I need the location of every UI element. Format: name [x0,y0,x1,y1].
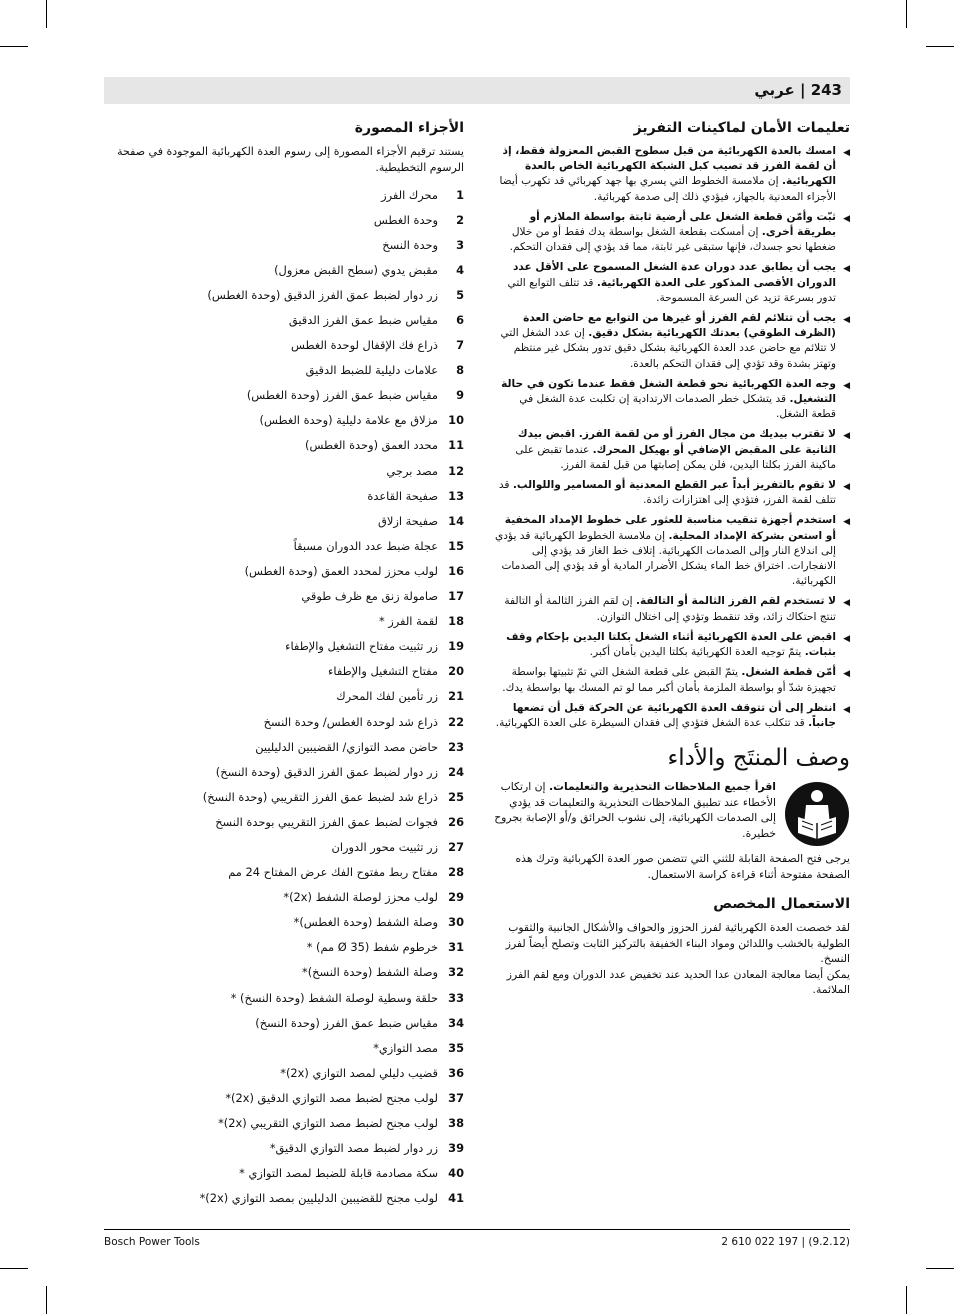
safety-item-bold: استخدم أجهزة تنقيب مناسبة للعثور على خطوط الإمداد المخفية أو استعن بشركة الإمداد المحلية. [504,514,836,542]
triangle-bullet-icon: ◀ [843,148,850,158]
part-label: مصد برجي [386,463,438,478]
part-label: محدد العمق (وحدة الغطس) [305,438,438,453]
part-label: ذراع فك الإقفال لوحدة الغطس [290,338,438,353]
safety-item-text: إن ملامسة الخطوط الكهربائية قد يؤدي إلى اندلاع النار وإلى الصدمات الكهربائية. إتلاف خط الغاز قد يؤدي إلى الانفجارات. اختراق خط الماء يشكل الأضرار المادية أو قد يؤدي إلى الصدمات الكهربائية. [494,529,836,588]
safety-title: تعليمات الأمان لماكينات التفريز [633,120,850,136]
read-instructions-text: إن ارتكاب الأخطاء عند تطبيق الملاحظات التحذيرية والتعليمات قد يؤدي إلى الصدمات الكهربائية، إلى نشوب الحرائق و/أو الإصابة بجروح خطيرة. [494,780,776,840]
part-number: 28 [448,865,464,880]
part-number: 30 [448,915,464,930]
part-label: سكة مصادمة قابلة للضبط لمصد التوازي * [239,1166,438,1181]
triangle-bullet-icon: ◀ [843,633,850,644]
part-number: 22 [448,714,464,729]
safety-item-text: قد تتكلب عدة الشغل فتؤدي إلى فقدان السيطرة على العدة الكهربائية. [495,716,809,729]
part-number: 37 [448,1090,464,1105]
part-label: مقياس ضبط عمق الفرز الدقيق [288,313,438,328]
part-number: 11 [448,438,464,453]
list-item [104,232,464,257]
safety-item-text: إن أمسكت بقطعة الشغل بواسطة يدك فقط أو من خلال ضغطها نحو جسدك، فإنها ستبقى غير ثابتة، مما قد يؤدي إلى فقدان التحكم. [509,226,836,254]
part-number: 20 [448,664,464,679]
part-label: عجلة ضبط عدد الدوران مسبقاً [293,538,438,553]
part-label: زر تثبيت مفتاح التشغيل والإطفاء [285,639,438,654]
list-item [104,458,464,483]
part-label: مزلاق مع علامة دليلية (وحدة الغطس) [259,413,438,428]
part-number: 3 [456,237,464,252]
list-item [104,784,464,809]
part-number: 27 [448,839,464,854]
list-item [104,985,464,1010]
part-label: ذراع شد لضبط عمق الفرز التقريبي (وحدة النسخ) [202,789,438,804]
safety-item [493,260,850,306]
part-number: 1 [456,187,464,202]
safety-item [493,478,850,508]
part-label: مقبض يدوي (سطح القبض معزول) [274,262,438,277]
part-label: صفيحة ازلاق [378,513,438,528]
list-item [104,659,464,684]
part-label: ذراع شد لوحدة الغطس/ وحدة النسخ [263,714,438,729]
part-number: 16 [448,563,464,578]
part-label: مقياس ضبط عمق الفرز (وحدة الغطس) [246,388,438,403]
list-item [104,307,464,332]
list-item [104,508,464,533]
crop-mark [0,1268,28,1269]
safety-item-bold: لا تقوم بالتفريز أبداً عبر القطع المعدنية أو المسامير واللوالب. [512,479,836,492]
part-label: وصلة الشفط (وحدة النسخ)* [302,965,438,980]
list-item [104,408,464,433]
list-item [104,910,464,935]
part-label: زر تأمين لفك المحرك [336,689,438,704]
safety-item-bold: انتظر إلى أن تتوقف العدة الكهربائية عن الحركة قبل أن تضعها جانباً. [512,701,836,729]
footer-doc-id: 2 610 022 197 | (9.2.12) [721,1236,850,1248]
triangle-bullet-icon: ◀ [843,598,850,609]
part-label: زر تثبيت محور الدوران [331,839,438,854]
part-number: 24 [448,764,464,779]
triangle-bullet-icon: ◀ [843,380,850,391]
list-item [104,684,464,709]
list-item [104,558,464,583]
part-label: زر دوار لضبط مصد التوازي الدقيق* [269,1141,438,1156]
safety-item [493,513,850,589]
safety-item-bold: لا تقترب بيديك من مجال الفرز أو من لقمة الفرز. اقبض بيدك الثانية على المقبض الإضافي أو بهيكل المحرك. [517,428,836,456]
part-number: 15 [448,538,464,553]
part-number: 23 [448,739,464,754]
part-number: 21 [448,689,464,704]
part-number: 39 [448,1141,464,1156]
safety-item-text: قد تتلف لقمة الفرز، فتؤدي إلى اهتزازات زائدة. [498,479,836,507]
part-label: مفتاح ربط مفتوح الفك عرض المفتاح 24 مم [228,865,438,880]
list-item [104,433,464,458]
part-number: 17 [448,589,464,604]
safety-item [493,665,850,695]
page-number: 243 | عربي [754,81,842,99]
list-item [104,483,464,508]
triangle-bullet-icon: ◀ [843,482,850,493]
list-item [104,935,464,960]
safety-item [493,701,850,731]
part-number: 8 [456,363,464,378]
part-number: 2 [456,212,464,227]
safety-list [493,144,850,731]
safety-item-bold: يجب أن تتلائم لقم الفرز أو غيرها من التوابع مع حاضن العدة (الظرف الطوقي) بعدتك الكهربائية بشكل دقيق. [523,312,836,340]
list-item [104,257,464,282]
list-item [104,609,464,634]
part-label: لولب مجنح للقضيبين الدليليين بمصد التوازي (2x)* [199,1191,438,1206]
safety-item-bold: ثبّت وأمّن قطعة الشغل على أرضية ثابتة بواسطة الملازم أو بطريقة أخرى. [529,210,836,239]
right-column [493,118,850,1002]
safety-item [493,311,850,372]
list-item [104,634,464,659]
part-label: علامات دليلية للضبط الدقيق [305,363,438,378]
crop-mark [0,46,28,47]
parts-list [104,182,464,1211]
list-item [104,1060,464,1085]
safety-item [493,427,850,473]
triangle-bullet-icon: ◀ [843,315,850,326]
part-number: 19 [448,639,464,654]
list-item [104,1035,464,1060]
part-label: قضيب دليلي لمصد التوازي (2x)* [280,1065,438,1080]
intended-use-text-1: لقد خصصت العدة الكهربائية لفرز الحزوز والحواف والأشكال الجانبية والثقوب الطولية بالخشب واللدائن ومواد البناء الخفيفة بالتركيز الثابت وتصلح أيضاً لفرز النسخ. [505,921,850,966]
fold-out-note: يرجى فتح الصفحة القابلة للثني التي تتضمن صور العدة الكهربائية وترك هذه الصفحة مفتوحة أثناء قراءة كراسة الاستعمال. [515,852,850,881]
part-label: لولب مجنح لضبط مصد التوازي الدقيق (2x)* [225,1090,438,1105]
book-reading-person-icon [784,781,850,847]
part-number: 29 [448,890,464,905]
part-label: لولب محزز لمحدد العمق (وحدة الغطس) [244,563,438,578]
list-item [104,282,464,307]
part-number: 10 [448,413,464,428]
part-number: 34 [448,1015,464,1030]
list-item [104,1186,464,1211]
list-item [104,960,464,985]
part-number: 6 [456,313,464,328]
list-item [104,860,464,885]
product-title: وصف المنتَج والأداء [667,745,850,772]
crop-mark [906,1286,907,1314]
triangle-bullet-icon: ◀ [843,669,850,680]
safety-item-text: يتمّ القبض على قطعة الشغل التي تمّ تثبيتها بواسطة تجهيزة شدّ أو بواسطة الملزمة بأمان أكبر مما لو تم المسك بها بواسطة يدك. [502,666,836,694]
part-label: صامولة زنق مع ظرف طوقي [301,589,438,604]
safety-item [493,630,850,660]
part-label: مفتاح التشغيل والإطفاء [328,664,438,679]
part-number: 32 [448,965,464,980]
safety-item-bold: يجب أن يطابق عدد دوران عدة الشغل المسموح على الأقل عدد الدوران الأقصى المذكور على العدة الكهربائية. [512,261,836,289]
footer-divider [104,1229,850,1230]
safety-item-text: إن ملامسة الخطوط التي يسري بها جهد كهربائي قد تكهرب أيضا الأجزاء المعدنية بالجهاز، فيؤدي ذلك إلى صدمة كهربائية. [499,175,836,203]
part-number: 25 [448,789,464,804]
part-number: 13 [448,488,464,503]
part-label: فجوات لضبط عمق الفرز التقريبي بوحدة النسخ [215,814,438,829]
safety-item-bold: امسك بالعدة الكهربائية من قبل سطوح القبض المعزولة فقط، إذ أن لقمة الفرز قد تصيب كبل الشبكة الكهربائية الخاص بالعدة الكهربائية. [502,145,836,188]
triangle-bullet-icon: ◀ [843,431,850,442]
safety-item-text: قد تتلف التوابع التي تدور بسرعة تزيد عن السرعة المسموحة. [507,276,836,304]
part-number: 35 [448,1040,464,1055]
part-label: صفيحة القاعدة [367,488,438,503]
triangle-bullet-icon: ◀ [843,704,850,715]
part-label: محرك الفرز [381,187,438,202]
list-item [104,207,464,232]
part-label: وحدة الغطس [373,212,438,227]
list-item [104,358,464,383]
part-label: زر دوار لضبط عمق الفرز الدقيق (وحدة الغطس) [207,287,438,302]
list-item [104,834,464,859]
part-label: حاضن مصد التوازي/ القضيبين الدليليين [255,739,438,754]
footer-brand: Bosch Power Tools [104,1236,200,1248]
safety-item-text: إن لقم الفرز الثالمة أو التالفة تنتج احتكاك زائد، وقد تنقمط وتؤدي إلى اختلال التوازن. [504,595,836,623]
crop-mark [46,0,47,28]
intended-use-title: الاستعمال المخصص [713,896,850,913]
safety-item-bold: وجه العدة الكهربائية نحو قطعة الشغل فقط عندما تكون في حالة التشغيل. [501,377,836,406]
crop-mark [906,0,907,28]
list-item [104,1161,464,1186]
part-number: 12 [448,463,464,478]
safety-item [493,210,850,256]
part-number: 33 [448,990,464,1005]
safety-item-text: عندما تقبض على ماكينة الفرز بكلتا اليدين، فلن يمكن إصابتها من قبل لقمة الفرز. [515,443,836,471]
part-number: 38 [448,1116,464,1131]
intended-use-text-2: يمكن أيضا معالجة المعادن عدا الحديد عند تخفيض عدد الدوران ومع لقم الفرز الملائمة. [506,967,850,997]
part-number: 18 [448,614,464,629]
part-number: 40 [448,1166,464,1181]
part-number: 41 [448,1191,464,1206]
part-number: 14 [448,513,464,528]
part-label: زر دوار لضبط عمق الفرز الدقيق (وحدة النسخ) [215,764,438,779]
list-item [104,1110,464,1135]
part-label: لقمة الفرز * [378,614,438,629]
part-label: حلقة وسطية لوصلة الشفط (وحدة النسخ) * [230,990,438,1005]
list-item [104,809,464,834]
list-item [104,584,464,609]
safety-item-text: قد يتشكل خطر الصدمات الارتدادية إن تكلبت عدة الشغل في قطعة الشغل. [519,393,836,421]
part-number: 31 [448,940,464,955]
part-label: خرطوم شفط (Ø 35 مم) * [306,940,438,955]
crop-mark [926,1268,954,1269]
list-item [104,709,464,734]
read-instructions-block [493,779,850,847]
list-item [104,383,464,408]
list-item [104,759,464,784]
page-header [104,77,850,104]
part-label: وحدة النسخ [382,237,438,252]
list-item [104,885,464,910]
safety-item-bold: لا تستخدم لقم الفرز الثالمة أو التالفة. [635,595,836,608]
part-number: 7 [456,338,464,353]
triangle-bullet-icon: ◀ [843,213,850,224]
triangle-bullet-icon: ◀ [843,517,850,528]
safety-item-text: يتمّ توجيه العدة الكهربائية بكلتا اليدين بأمان أكبر. [589,646,805,659]
part-number: 9 [456,388,464,403]
list-item [104,182,464,207]
read-instructions-bold: اقرأ جميع الملاحظات التحذيرية والتعليمات. [549,780,776,794]
part-label: مصد التوازي* [373,1040,438,1055]
safety-item [493,594,850,624]
list-item [104,734,464,759]
parts-intro: يستند ترقيم الأجزاء المصورة إلى رسوم العدة الكهربائية الموجودة في صفحة الرسوم التخطيطية. [117,145,464,174]
part-label: لولب محزز لوصلة الشفط (2x)* [283,890,438,905]
part-number: 4 [456,262,464,277]
list-item [104,333,464,358]
crop-mark [926,46,954,47]
safety-item-bold: أمّن قطعة الشغل. [741,666,836,679]
parts-title: الأجزاء المصورة [354,120,464,136]
part-number: 36 [448,1065,464,1080]
safety-item [493,377,850,423]
part-label: لولب مجنح لضبط مصد التوازي التقريبي (2x)* [218,1116,438,1131]
left-column [104,118,464,1211]
list-item [104,1085,464,1110]
list-item [104,1010,464,1035]
part-label: مقياس ضبط عمق الفرز (وحدة النسخ) [255,1015,438,1030]
part-number: 5 [456,287,464,302]
safety-item-text: إن عدد الشغل التي لا تتلائم مع حاضن عدد العدة الكهربائية بشكل دقيق تدور بشكل غير منتظم وتهتز بشدة وقد تؤدي إلى فقدان التحكم بالعدة. [500,327,836,370]
part-number: 26 [448,814,464,829]
list-item [104,533,464,558]
triangle-bullet-icon: ◀ [843,264,850,275]
safety-item [493,144,850,205]
safety-item-bold: اقبض على العدة الكهربائية أثناء الشغل بكلتا اليدين بإحكام وقف بثبات. [506,630,836,659]
crop-mark [46,1286,47,1314]
list-item [104,1136,464,1161]
part-label: وصلة الشفط (وحدة الغطس)* [293,915,438,930]
